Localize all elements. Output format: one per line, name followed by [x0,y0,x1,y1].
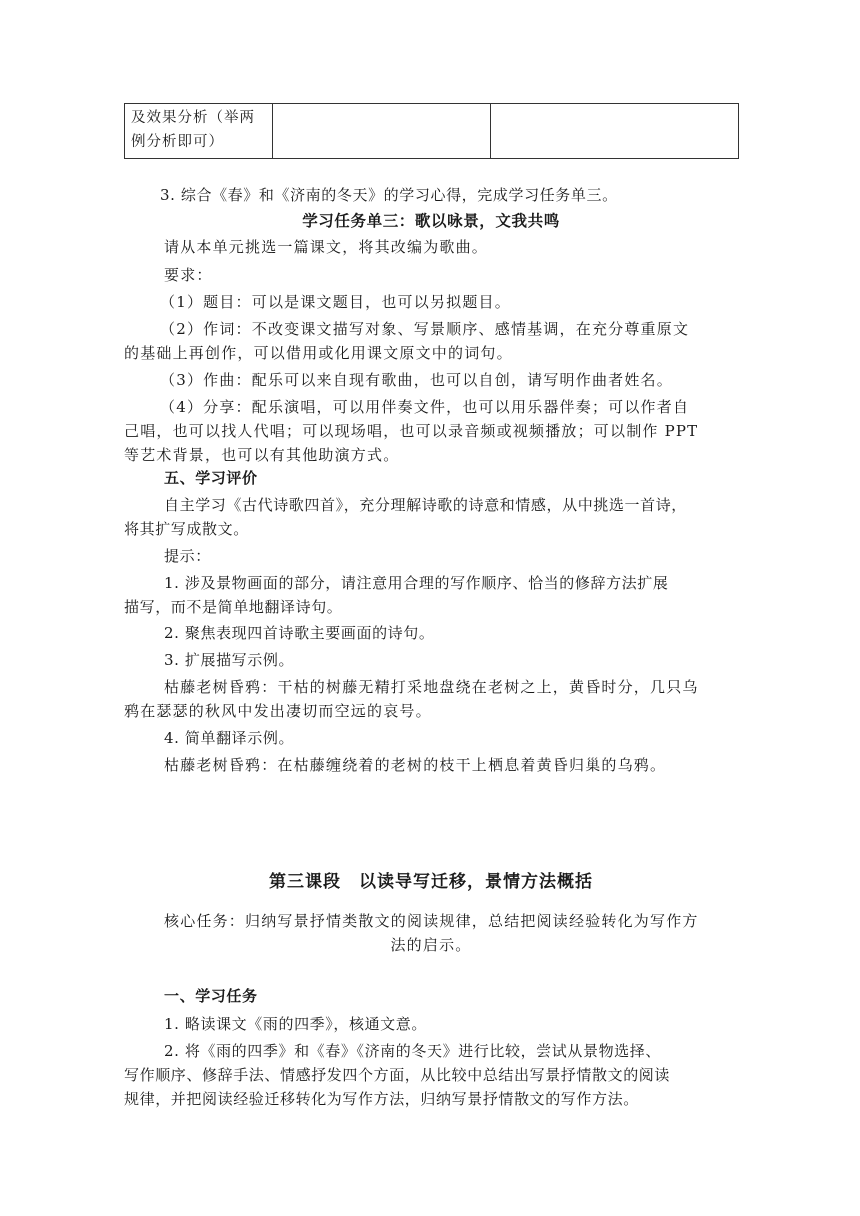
table-row [125,104,739,159]
eval-tip1-line1: 1. 涉及景物画面的部分，请注意用合理的写作顺序、恰当的修辞方法扩展 [164,574,669,592]
table-cell-empty [273,104,491,159]
eval-tip4: 4. 简单翻译示例。 [164,729,295,747]
task3-req3: （3）作曲：配乐可以来自现有歌曲，也可以自创，请写明作曲者姓名。 [160,371,673,389]
analysis-table [124,103,739,159]
task3-req4-line3: 等艺术背景，也可以有其他助演方式。 [124,446,400,464]
task3-req1: （1）题目：可以是课文题目，也可以另拟题目。 [160,293,511,311]
eval-tip3: 3. 扩展描写示例。 [164,651,295,669]
stage3-heading: 一、学习任务 [164,987,258,1005]
stage3-item2-line1: 2. 将《雨的四季》和《春》《济南的冬天》进行比较，尝试从景物选择、 [164,1042,661,1060]
eval-tip-label: 提示： [164,547,211,565]
task3-req2-line2: 的基础上再创作，可以借用或化用课文原文中的词句。 [124,344,513,362]
task3-req2-line1: （2）作词：不改变课文描写对象、写景顺序、感情基调，在充分尊重原文 [160,320,690,338]
stage3-title: 第三课段 以读导写迁移，景情方法概括 [269,872,593,892]
stage3-item2-line2: 写作顺序、修辞手法、情感抒发四个方面，从比较中总结出写景抒情散文的阅读 [124,1066,671,1084]
eval-example2: 枯藤老树昏鸦：在枯藤缠绕着的老树的枝干上栖息着黄昏归巢的乌鸦。 [164,756,667,774]
section-intro: 3. 综合《春》和《济南的冬天》的学习心得，完成学习任务单三。 [160,186,618,204]
stage3-core-task-line2: 法的启示。 [390,936,472,954]
task3-instruction: 请从本单元挑选一篇课文，将其改编为歌曲。 [164,238,489,256]
table-cell-label-line1: 及效果分析（举两 [131,110,255,126]
eval-heading: 五、学习评价 [164,469,258,487]
task3-req-label: 要求： [164,266,213,284]
table-cell-empty [491,104,739,159]
stage3-item1: 1. 略读课文《雨的四季》，核通文意。 [164,1015,427,1033]
task3-req4-line2: 己唱，也可以找人代唱；可以现场唱，也可以录音频或视频播放；可以制作 PPT [124,422,699,440]
task3-title: 学习任务单三：歌以咏景，文我共鸣 [302,212,560,230]
eval-tip2: 2. 聚焦表现四首诗歌主要画面的诗句。 [164,624,435,642]
stage3-item2-line3: 规律，并把阅读经验迁移转化为写作方法，归纳写景抒情散文的写作方法。 [124,1090,639,1108]
table-cell-label-line2: 例分析即可） [131,134,224,150]
task3-req4-line1: （4）分享：配乐演唱，可以用伴奏文件，也可以用乐器伴奏；可以作者自 [160,398,690,416]
eval-paragraph-line1: 自主学习《古代诗歌四首》，充分理解诗歌的诗意和情感，从中挑选一首诗， [164,496,687,514]
eval-example1-line1: 枯藤老树昏鸦：干枯的树藤无精打采地盘绕在老树之上，黄昏时分，几只乌 [164,678,699,696]
eval-example1-line2: 鸦在瑟瑟的秋风中发出凄切而空远的哀号。 [124,702,432,720]
table-cell-label [125,104,273,159]
stage3-core-task-line1: 核心任务：归纳写景抒情类散文的阅读规律，总结把阅读经验转化为写作方 [164,912,699,930]
eval-paragraph-line2: 将其扩写成散文。 [124,520,249,538]
eval-tip1-line2: 描写，而不是简单地翻译诗句。 [124,598,343,616]
